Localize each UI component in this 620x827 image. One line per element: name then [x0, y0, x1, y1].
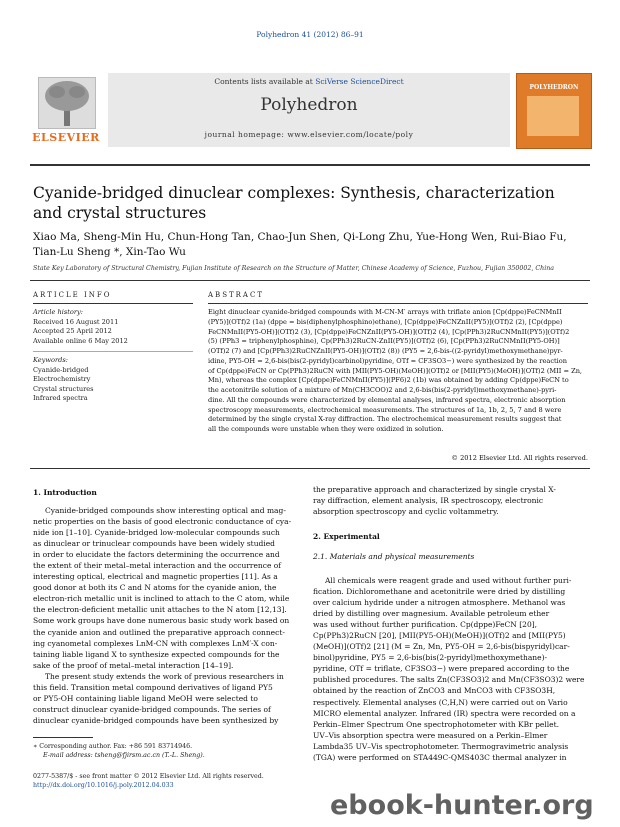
paragraph-line: fication. Dichloromethane and acetonitrile were dried by distilling: [313, 587, 566, 597]
affiliation-divider: [30, 280, 590, 281]
paragraph-line: netic properties on the basis of good electronic conductance of cya-: [33, 517, 292, 527]
journal-cover: [516, 73, 592, 149]
paragraph-line: interesting optical, electrical and magnetic properties [11]. As a: [33, 572, 278, 582]
footnote-divider: [33, 737, 93, 738]
paragraph-line: published procedures. The salts Zn(CF3SO3)2 and Mn(CF3SO3)2 were: [313, 675, 585, 685]
journal-masthead: [108, 73, 510, 147]
journal-header: [30, 73, 590, 158]
right-column-intro-end: [313, 484, 588, 517]
abstract-line: (OTf)2 (7) and [Cp(PPh3)2RuCNZnII(PY5-OH)](OTf)2 (8)) (PY5 = 2,6-bis-((2-pyridyl)methoxymethane)pyr-: [208, 347, 563, 355]
corresponding-author: ∗ Corresponding author. Fax: +86 591 83714946.: [33, 743, 193, 750]
paragraph-line: ray diffraction, element analysis, IR spectroscopy, electronic: [313, 496, 544, 506]
history-label: Article history:: [33, 308, 83, 316]
sciencedirect-link[interactable]: SciVerse ScienceDirect: [315, 77, 404, 86]
paragraph-line: the preparative approach and characterized by single crystal X-: [313, 485, 556, 494]
article-info-divider: [33, 303, 193, 304]
paragraph-line: Lambda35 UV–Vis spectrophotometer. Thermogravimetric analysis: [313, 741, 569, 751]
abstract-line: of Cp(dppe)FeCN or Cp(PPh3)2RuCN with [MII(PY5-OH)(MeOH)](OTf)2 or [MII(PY5)(MeOH)](OTf)2 (MII = Zn,: [208, 366, 583, 375]
paragraph-line: over calcium hydride under a nitrogen atmosphere. Methanol was: [313, 598, 566, 608]
history-item: Available online 6 May 2012: [33, 336, 128, 345]
keyword: Infrared spectra: [33, 394, 88, 403]
paragraph-line: or PY5-OH containing liable ligand MeOH were selected to: [33, 693, 258, 703]
article-title: [33, 183, 588, 223]
paragraph-line: Cp(PPh3)2RuCN [20], [MII(PY5-OH)(MeOH)](OTf)2 and [MII(PY5): [313, 631, 566, 641]
paragraph-line: obtained by the reaction of ZnCO3 and MnCO3 with CF3SO3H,: [313, 686, 556, 696]
paragraph-line: respectively. Elemental analyses (C,H,N) were carried out on Vario: [313, 697, 568, 707]
cover-title: POLYHEDRON: [529, 84, 579, 91]
doi-link[interactable]: http://dx.doi.org/10.1016/j.poly.2012.04.033: [33, 782, 174, 789]
paragraph-line: dinuclear cyanide-bridged compounds have been synthesized by: [33, 715, 279, 725]
paragraph-line: construct dinuclear cyanide-bridged compounds. The series of: [33, 704, 271, 714]
section-heading-introduction: 1. Introduction: [33, 488, 97, 497]
cover-image: [527, 96, 579, 136]
paragraph-line: was used without further purification. Cp(dppe)FeCN [20],: [313, 620, 538, 630]
authors-line: Tian-Lu Sheng *, Xin-Tao Wu: [33, 246, 186, 258]
authors-line: Xiao Ma, Sheng-Min Hu, Chun-Hong Tan, Chao-Jun Shen, Qi-Long Zhu, Yue-Hong Wen, Rui-Biao Fu,: [33, 231, 567, 243]
elsevier-logo: [30, 73, 102, 147]
paragraph-line: All chemicals were reagent grade and used without further puri-: [325, 576, 572, 585]
article-info-heading: ARTICLE INFO: [33, 291, 112, 299]
paragraph-line: binol)pyridine, PY5 = 2,6-bis(bis(2-pyridyl)methoxymethane)-: [313, 653, 548, 663]
publisher-name: ELSEVIER: [32, 131, 100, 144]
abstract-line: all the compounds were unstable when they were oxidized in solution.: [208, 425, 444, 433]
paragraph-line: Cyanide-bridged compounds show interesting optical and mag-: [45, 506, 286, 515]
contents-prefix: Contents lists available at: [214, 77, 316, 86]
paragraph-line: ing cyanometal complexes LnM-CN with complexes LnM′-X con-: [33, 638, 278, 648]
paragraph-line: MICRO elemental analyzer. Infrared (IR) spectra were recorded on a: [313, 708, 576, 718]
paragraph-line: electron-rich metallic unit is inclined to attach to the C atom, while: [33, 594, 290, 604]
abstract-line: the acetonitrile solution of a mixture of Mn(CH3COO)2 and 2,6-bis(bis(2-pyridyl)methoxymethane)-pyri-: [208, 386, 557, 394]
paragraph-line: nide ion [1–10]. Cyanide-bridged low-molecular compounds such: [33, 528, 280, 538]
watermark: ebook-hunter.org: [330, 790, 594, 821]
abstract-line: Mn), whereas the complex [Cp(dppe)FeCNMnII(PY5)](PF6)2 (1b) was obtained by adding Cp(dppe)FeCN to: [208, 376, 569, 385]
abstract-line: (PY5)](OTf)2 (1a) (dppe = bis(diphenylphosphino)ethane), [Cp(dppe)FeCNZnII(PY5)](OTf)2 (2), [Cp(dppe): [208, 317, 563, 326]
front-matter: [33, 772, 333, 790]
abstract-line: spectroscopy measurements, electrochemical measurements. The structures of 1a, 1b, 2, 5, 7 and 8 were: [208, 405, 562, 414]
title-line: Cyanide-bridged dinuclear complexes: Synthesis, characterization: [33, 184, 555, 202]
subsection-heading-materials: 2.1. Materials and physical measurements: [313, 552, 475, 561]
history-item: Accepted 25 April 2012: [33, 327, 112, 336]
paragraph-line: absorption spectroscopy and cyclic voltammetry.: [313, 507, 499, 517]
paragraph-line: sake of the proof of metal–metal interaction [14–19].: [33, 660, 234, 670]
paragraph-line: good donor at both its C and N atoms for the cyanide anion, the: [33, 583, 277, 593]
abstract-line: FeCNMnII(PY5-OH)](OTf)2 (3), [Cp(dppe)FeCNZnII(PY5-OH)](OTf)2 (4), [Cp(PPh3)2RuCNMnII(PY5)](OTf)2: [208, 327, 570, 336]
article-history: [33, 308, 193, 346]
paragraph-line: Perkin–Elmer Spectrum One spectrophotometer with KBr pellet.: [313, 719, 560, 729]
paragraph-line: the electron-deficient metallic unit attaches to the N atom [12,13].: [33, 605, 287, 615]
keywords-divider: [33, 351, 193, 352]
abstract-line: dine. All the compounds were characterized by elemental analyses, infrared spectra, electronic absorption: [208, 395, 566, 404]
keyword: Electrochemistry: [33, 375, 91, 384]
abstract-line: idine, PY5-OH = 2,6-bis(bis(2-pyridyl)carbinol)pyridine, OTf = CF3SO3−) were synthesized by the reaction: [208, 356, 568, 365]
header-divider: [30, 164, 590, 166]
title-line: and crystal structures: [33, 204, 207, 222]
history-item: Received 16 August 2011: [33, 317, 119, 326]
abstract-line: determined by the single crystal X-ray diffraction. The electrochemical measurement results suggest that: [208, 415, 562, 424]
abstract-line: (5) (PPh3 = triphenylphosphine), Cp(PPh3)2RuCN-ZnII(PY5)](OTf)2 (6), [Cp(PPh3)2RuCNMnII(PY5-OH)]: [208, 337, 560, 346]
abstract-line: Eight dinuclear cyanide-bridged compounds with M-CN-M′ arrays with triflate anion [Cp(dppe)FeCNMnII: [208, 308, 562, 316]
keyword: Crystal structures: [33, 384, 94, 393]
tree-logo-icon: [38, 77, 96, 129]
paragraph-line: as dinuclear or trinuclear compounds have been widely studied: [33, 539, 275, 549]
copyright-notice: © 2012 Elsevier Ltd. All rights reserved.: [451, 454, 588, 462]
affiliation: State Key Laboratory of Structural Chemistry, Fujian Institute of Research on the Structure of Matter, Chinese Academy of Science, Fuzhou, Fujian 350002, China: [33, 265, 555, 272]
section-heading-experimental: 2. Experimental: [313, 532, 380, 541]
journal-title: Polyhedron: [260, 95, 358, 115]
keywords: [33, 356, 193, 404]
paragraph-line: this field. Transition metal compound derivatives of ligand PY5: [33, 682, 273, 692]
paragraph-line: taining liable ligand X to synthesize expected compounds for the: [33, 649, 280, 659]
abstract-divider: [208, 303, 588, 304]
abstract-heading: ABSTRACT: [208, 291, 265, 299]
author-email[interactable]: E-mail address: tsheng@fjirsm.ac.cn (T.-L. Sheng).: [43, 752, 205, 759]
abstract-bottom-divider: [30, 468, 590, 469]
paragraph-line: the extent of their metal–metal interaction and the occurrence of: [33, 561, 282, 571]
keyword: Cyanide-bridged: [33, 365, 89, 374]
paragraph-line: in order to elucidate the factors determining the occurrence and: [33, 550, 280, 560]
paragraph-line: (TGA) were performed on STA449C-QMS403C thermal analyzer in: [313, 752, 567, 762]
author-list: [33, 230, 588, 260]
paragraph-line: UV–Vis absorption spectra were measured on a Perkin–Elmer: [313, 730, 548, 740]
abstract-text: [208, 308, 588, 435]
paragraph-line: Some work groups have done numerous basic study work based on: [33, 616, 290, 626]
paragraph-line: the cyanide anion and outlined the preparative approach connect-: [33, 627, 285, 637]
introduction-text: [33, 505, 301, 726]
paragraph-line: pyridine, OTf = triflate, CF3SO3−) were prepared according to the: [313, 664, 570, 674]
keywords-label: Keywords:: [33, 356, 68, 364]
paragraph-line: (MeOH)](OTf)2 [21] (M = Zn, Mn, PY5-OH = 2,6-bis(bispyridyl)car-: [313, 642, 570, 652]
experimental-text: [313, 575, 588, 763]
journal-reference[interactable]: Polyhedron 41 (2012) 86–91: [256, 30, 364, 39]
issn-line: 0277-5387/$ - see front matter © 2012 Elsevier Ltd. All rights reserved.: [33, 773, 264, 780]
contents-line: [108, 77, 510, 86]
journal-homepage[interactable]: journal homepage: www.elsevier.com/locate/poly: [204, 130, 414, 139]
paragraph-line: dried by distilling over magnesium. Available petroleum ether: [313, 609, 550, 619]
footnote: [33, 742, 301, 760]
paragraph-line: The present study extends the work of previous researchers in: [45, 671, 284, 681]
